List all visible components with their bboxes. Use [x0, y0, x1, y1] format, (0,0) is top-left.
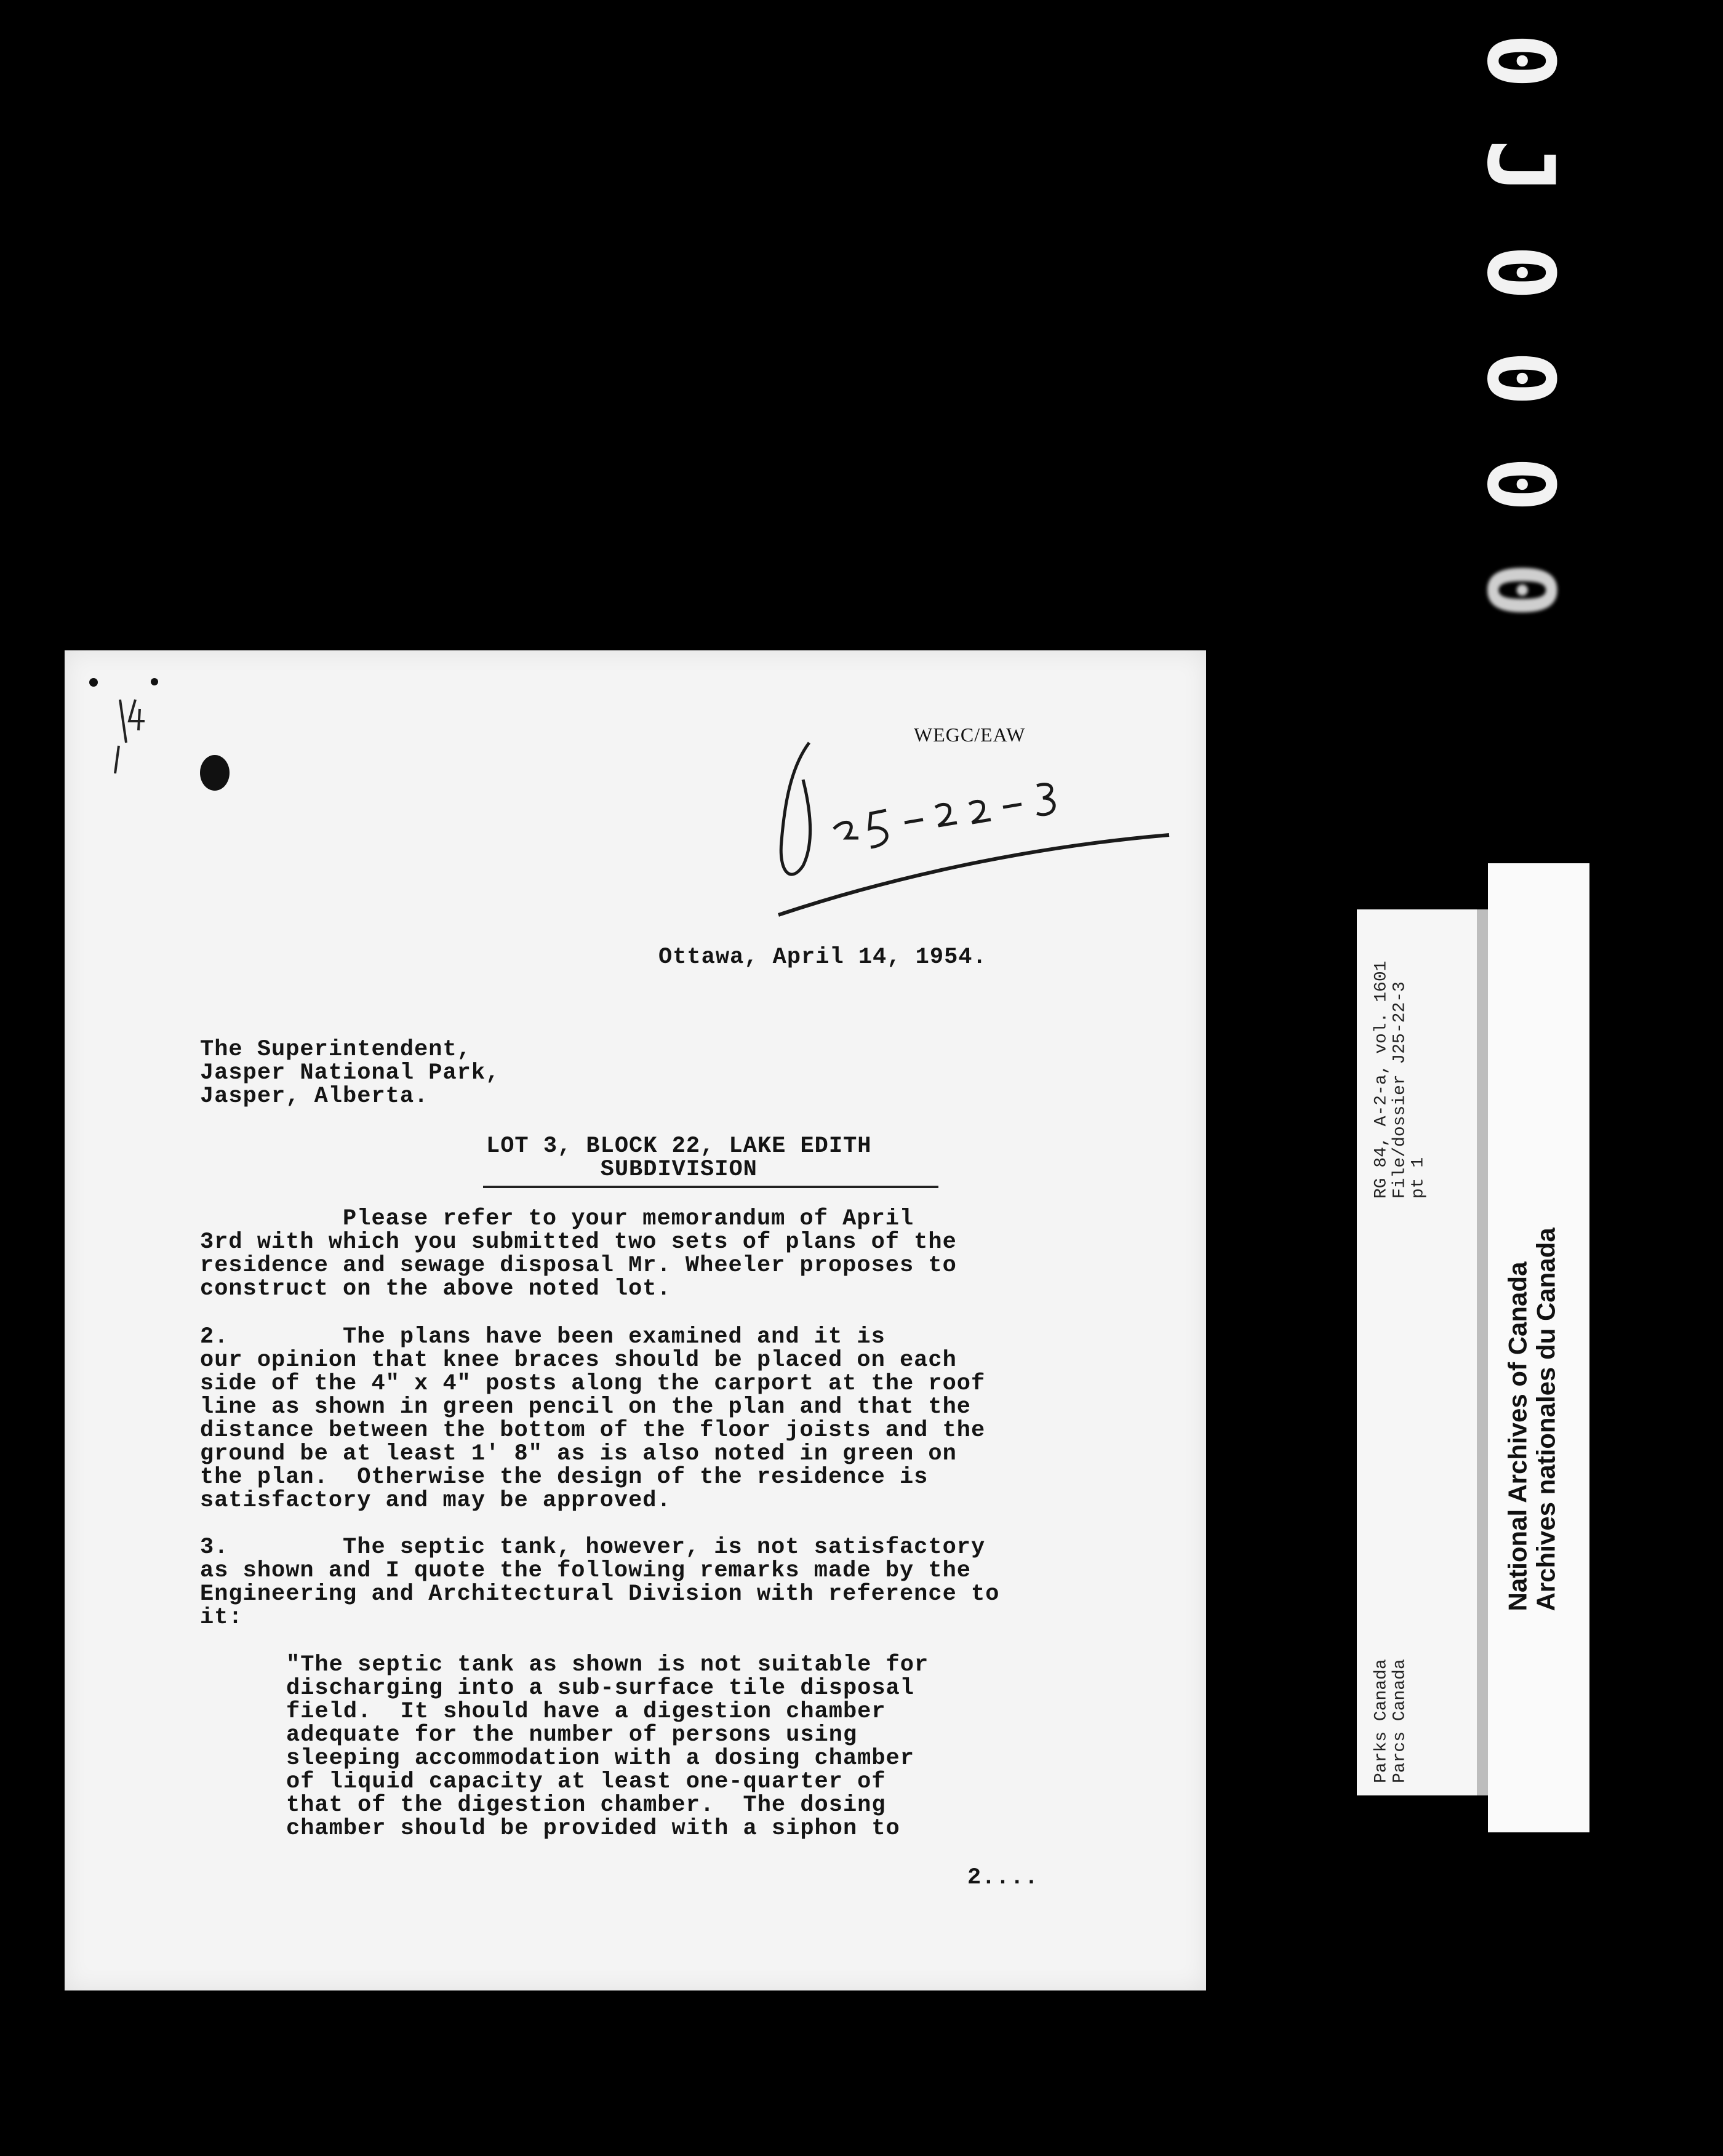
paragraph-1: Please refer to your memorandum of April 3rd with which you submitted two sets of plans of the residence and sewage disposal Mr. Wheeler proposes to construct on the above noted lot.: [200, 1206, 957, 1302]
frame-code-char: 0: [1466, 456, 1573, 513]
letter-page: [65, 650, 1206, 1990]
parks-canada-label: [1357, 909, 1477, 1795]
frame-code-char: J: [1466, 138, 1573, 195]
reference-initials: WEGC/EAW: [914, 724, 1026, 746]
page-continuation: 2....: [967, 1865, 1039, 1891]
letter-date: Ottawa, April 14, 1954.: [658, 944, 987, 970]
subject-underline: [483, 1186, 938, 1188]
subject-line: LOT 3, BLOCK 22, LAKE EDITH SUBDIVISION: [486, 1133, 872, 1183]
archive-reference: RG 84, A-2-a, vol. 1601 File/dossier J25-22-3 pt 1: [1372, 960, 1428, 1199]
archives-name: National Archives of Canada Archives nationales du Canada: [1503, 1227, 1560, 1611]
agency-name: Parks Canada Parcs Canada: [1372, 1659, 1409, 1783]
margin-mark: [102, 693, 157, 780]
label-divider: [1477, 909, 1489, 1795]
frame-code-char: 0: [1466, 562, 1573, 618]
frame-code-char: 0: [1466, 33, 1573, 89]
addressee-block: The Superintendent, Jasper National Park, Jasper, Alberta.: [200, 1037, 500, 1109]
paragraph-2: 2. The plans have been examined and it is our opinion that knee braces should be placed on each side of the 4" x 4" posts along the carport at the roof line as shown in green pencil on the plan and that the distance between the bottom of the floor joists and the ground be at least 1' 8" as is also noted in green on the plan. Otherwise the design of the residence is satisfactory and may be approved.: [200, 1324, 986, 1514]
punch-hole: [200, 755, 230, 791]
paragraph-3: 3. The septic tank, however, is not satisfactory as shown and I quote the following remarks made by the Engineering and Architectural Division with reference to it:: [200, 1535, 1000, 1631]
punch-mark: [89, 678, 98, 687]
punch-mark: [151, 678, 158, 685]
handwritten-file-number: [766, 730, 1185, 976]
national-archives-label: [1488, 863, 1589, 1832]
quoted-remarks: "The septic tank as shown is not suitable for discharging into a sub-surface tile disposal field. It should have a digestion chamber adequate for the number of persons using sleeping accommodation with a dosing chamber of liquid capacity at least one-quarter of that of the digestion chamber. The dosing chamber should be provided with a siphon to: [286, 1652, 929, 1842]
film-frame-code: [1466, 12, 1573, 639]
frame-code-char: 0: [1466, 350, 1573, 407]
frame-code-char: 0: [1466, 244, 1573, 301]
